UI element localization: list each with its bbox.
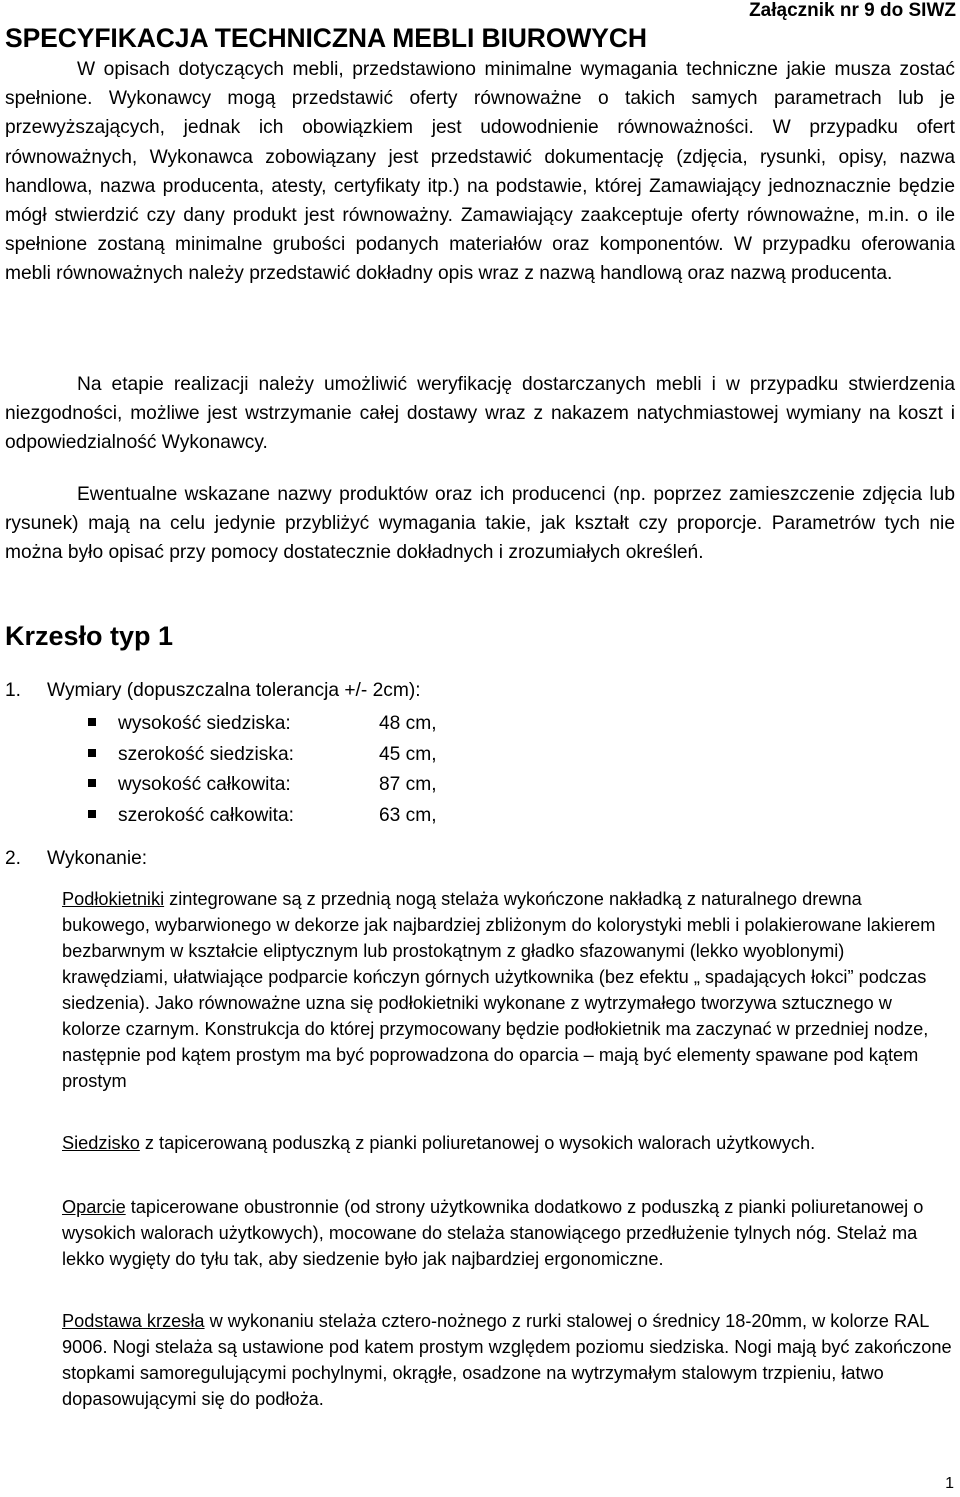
seat-description [62, 1130, 952, 1156]
term-chair-base: Podstawa krzesła [62, 1311, 205, 1331]
item-label: Wykonanie: [47, 848, 148, 869]
description-text: zintegrowane są z przednią nogą stelaża wykończone nakładką z naturalnego drewna bukowego, wybarwionego w dekorze jak najbardziej zbliżonym do kolorystyki mebli i polakierowane lakierem bezbarwnym w kształcie eliptycznym lub prostokątnym z gładko sfazowanymi (lekko wyoblonymi) krawędziami, ułatwiające podparcie kończyn górnych użytkownika (bez efektu „ spadających łokci” podczas siedzenia). Jako równoważne uzna się podłokietniki wykonane z wytrzymałego tworzywa sztucznego w kolorze czarnym. Konstrukcja do której przymocowany będzie podłokietnik ma zaczynać w przedniej nodze, następnie pod kątem prostym ma być poprowadzona do oparcia – mają być elementy spawane pod kątem prostym [62, 889, 936, 1091]
intro-paragraph-1: W opisach dotyczących mebli, przedstawiono minimalne wymagania techniczne jakie musza zostać spełnione. Wykonawcy mogą przedstawić oferty równoważne o takich samych parametrach lub je przewyższających, jednak ich obowiązkiem jest udowodnienie równoważności. W przypadku ofert równoważnych, Wykonawca zobowiązany jest przedstawić dokumentację (zdjęcia, rysunki, opisy, nazwa handlowa, nazwa producenta, atesty, certyfikaty itp.) na podstawie, której Zamawiający jednoznacznie będzie mógł stwierdzić czy dany produkt jest równoważny. Zamawiający zaakceptuje oferty równoważne, m.in. o ile spełnione zostaną minimalne grubości podanych materiałów oraz komponentów. W przypadku oferowania mebli równoważnych należy przedstawić dokładny opis wraz z nazwą handlową oraz nazwą producenta. [5, 59, 955, 285]
dimension-value: 87 cm, [379, 774, 437, 795]
armrests-description [62, 886, 952, 1094]
dimension-value: 63 cm, [379, 804, 437, 826]
dimension-value: 48 cm, [379, 713, 437, 734]
description-text: z tapicerowaną poduszką z pianki poliuretanowej o wysokich walorach użytkowych. [139, 1133, 816, 1153]
page-number: 1 [945, 1475, 954, 1492]
item-number: 1. [5, 680, 22, 701]
dimension-label: wysokość siedziska: [118, 713, 291, 734]
dimension-label: szerokość całkowita: [118, 804, 294, 826]
square-bullet-icon [88, 810, 96, 818]
chair-base-description [62, 1308, 952, 1412]
backrest-description [62, 1194, 952, 1272]
term-seat: Siedzisko [62, 1133, 140, 1153]
item-number: 2. [5, 848, 22, 869]
numbered-item-dimensions [5, 679, 421, 703]
section-title: Krzesło typ 1 [5, 621, 174, 651]
list-item [88, 770, 437, 801]
numbered-item-execution [5, 847, 147, 871]
document-title: SPECYFIKACJA TECHNICZNA MEBLI BIUROWYCH [5, 23, 647, 53]
intro-paragraph-2: Na etapie realizacji należy umożliwić weryfikację dostarczanych mebli i w przypadku stwierdzenia niezgodności, możliwe jest wstrzymanie całej dostawy wraz z nakazem natychmiastowej wymiany na koszt i odpowiedzialność Wykonawcy. [5, 374, 955, 454]
square-bullet-icon [88, 779, 96, 787]
annex-label: Załącznik nr 9 do SIWZ [749, 0, 956, 21]
intro-paragraph-3: Ewentualne wskazane nazwy produktów oraz ich producenci (np. poprzez zamieszczenie zdjęcia lub rysunek) mają na celu jedynie przybliżyć wymagania takie, jak kształt czy proporcje. Parametrów tych nie można było opisać przy pomocy dostatecznie dokładnych i zrozumiałych określeń. [5, 484, 955, 564]
dimension-label: szerokość siedziska: [118, 743, 294, 765]
description-text: w wykonaniu stelaża cztero-nożnego z rurki stalowej o średnicy 18-20mm, w kolorze RAL 9006. Nogi stelaża są ustawione pod katem prostym względem poziomu siedziska. Nogi mają być zakończone stopkami samoregulującymi pochylnymi, okrągłe, osadzone na wytrzymałym stalowym trzpieniu, łatwo dopasowującymi się do podłoża. [62, 1311, 952, 1409]
dimension-label: wysokość całkowita: [118, 774, 291, 795]
term-armrests: Podłokietniki [62, 889, 165, 909]
dimension-value: 45 cm, [379, 743, 437, 765]
list-item [88, 709, 437, 740]
square-bullet-icon [88, 749, 96, 757]
term-backrest: Oparcie [62, 1197, 126, 1217]
list-item [88, 801, 437, 832]
item-label: Wymiary (dopuszczalna tolerancja +/- 2cm): [47, 680, 421, 701]
list-item [88, 740, 437, 771]
description-text: tapicerowane obustronnie (od strony użytkownika dodatkowo z poduszką z pianki poliuretanowej o wysokich walorach użytkowych), mocowane do stelaża stanowiącego przedłużenie tylnych nóg. Stelaż ma lekko wygięty do tyłu tak, aby siedzenie było jak najbardziej ergonomiczne. [62, 1197, 924, 1269]
dimensions-list [88, 709, 437, 831]
square-bullet-icon [88, 718, 96, 726]
